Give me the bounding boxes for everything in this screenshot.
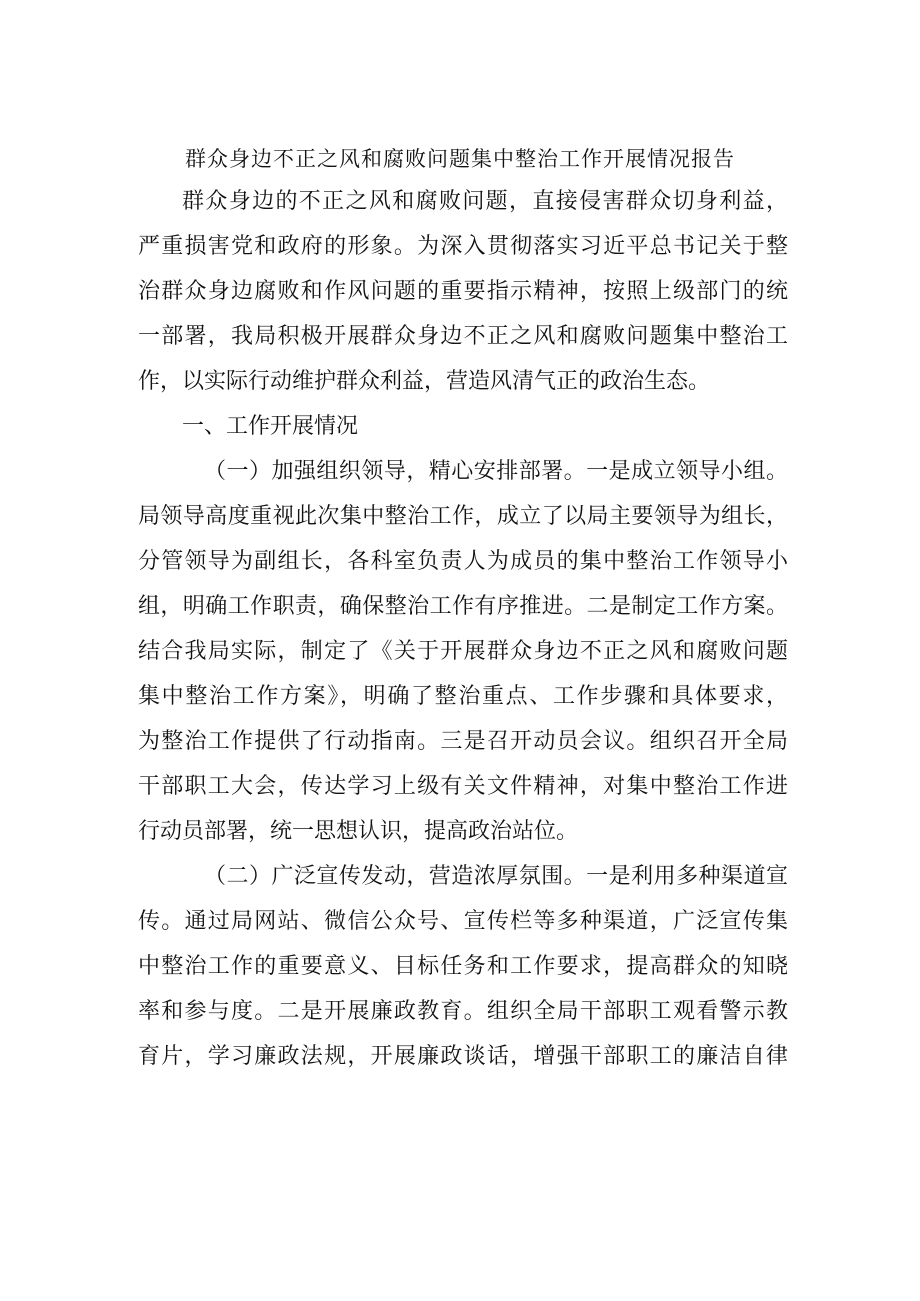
paragraph-line: （一）加强组织领导，精心安排部署。一是成立领导小组。 [204,459,788,484]
paragraph-line: 作，以实际行动维护群众利益，营造风清气正的政治生态。 [138,369,711,394]
paragraph-line: 严重损害党和政府的形象。为深入贯彻落实习近平总书记关于整 [138,234,788,259]
paragraph-line: 局领导高度重视此次集中整治工作，成立了以局主要领导为组长， [138,504,788,529]
paragraph-line: 传。通过局网站、微信公众号、宣传栏等多种渠道，广泛宣传集 [138,909,788,934]
paragraph-line: 一部署，我局积极开展群众身边不正之风和腐败问题集中整治工 [138,324,788,349]
paragraph-line: 干部职工大会，传达学习上级有关文件精神，对集中整治工作进 [138,774,788,799]
paragraph-line: 分管领导为副组长，各科室负责人为成员的集中整治工作领导小 [138,549,788,574]
paragraph-line: 育片，学习廉政法规，开展廉政谈话，增强干部职工的廉洁自律 [138,1044,788,1069]
paragraph-line: （二）广泛宣传发动，营造浓厚氛围。一是利用多种渠道宣 [204,864,788,889]
section-heading: 一、工作开展情况 [182,414,359,439]
paragraph-line: 中整治工作的重要意义、目标任务和工作要求，提高群众的知晓 [138,954,788,979]
paragraph-line: 为整治工作提供了行动指南。三是召开动员会议。组织召开全局 [138,729,788,754]
paragraph-line: 群众身边的不正之风和腐败问题，直接侵害群众切身利益， [182,189,788,214]
paragraph-line: 率和参与度。二是开展廉政教育。组织全局干部职工观看警示教 [138,999,788,1024]
paragraph-line: 组，明确工作职责，确保整治工作有序推进。二是制定工作方案。 [138,594,788,619]
paragraph-line: 结合我局实际，制定了《关于开展群众身边不正之风和腐败问题 [138,639,788,664]
document-title: 群众身边不正之风和腐败问题集中整治工作开展情况报告 [185,147,735,171]
paragraph-line: 治群众身边腐败和作风问题的重要指示精神，按照上级部门的统 [138,279,788,304]
paragraph-line: 行动员部署，统一思想认识，提高政治站位。 [138,819,579,844]
paragraph-line: 集中整治工作方案》，明确了整治重点、工作步骤和具体要求， [138,684,788,709]
